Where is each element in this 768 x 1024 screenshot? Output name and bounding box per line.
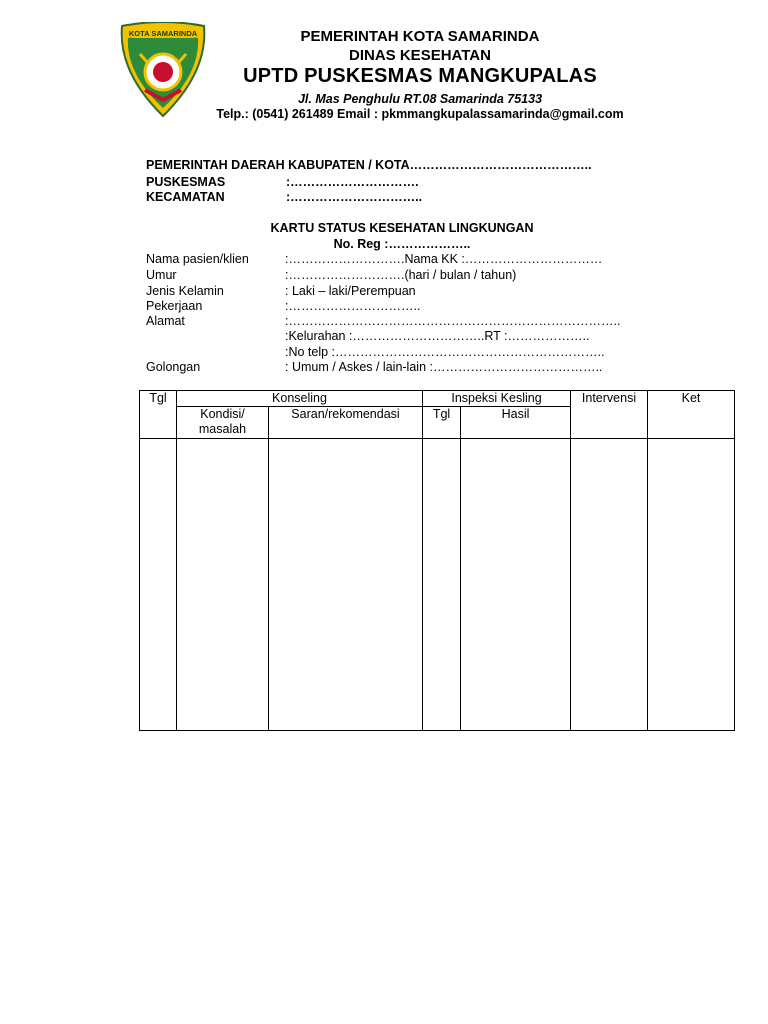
field-jenis-kelamin	[146, 284, 416, 298]
header-uptd: UPTD PUSKESMAS MANGKUPALAS	[243, 65, 597, 87]
col-saran: Saran/rekomendasi	[269, 407, 423, 439]
field-label: Golongan	[146, 360, 201, 374]
field-label: Alamat	[146, 314, 185, 328]
col-kondisi: Kondisi/ masalah	[177, 407, 269, 439]
field-value: :……………………….Nama KK :……………………………	[285, 252, 603, 266]
form-reg: No. Reg :………………..	[333, 237, 471, 251]
field-label: Nama pasien/klien	[146, 252, 249, 266]
status-table	[139, 390, 735, 731]
col-ket: Ket	[648, 391, 735, 439]
cell-saran[interactable]	[269, 439, 423, 731]
field-alamat	[146, 314, 620, 328]
field-value: :…………………………..	[285, 299, 421, 313]
field-value: :……………………………………………………………………..	[285, 314, 621, 328]
field-label: Pekerjaan	[146, 299, 203, 313]
cell-kondisi[interactable]	[177, 439, 269, 731]
header-address: Jl. Mas Penghulu RT.08 Samarinda 75133	[297, 92, 543, 106]
form-title: KARTU STATUS KESEHATAN LINGKUNGAN	[270, 221, 534, 235]
field-label: Umur	[146, 268, 177, 282]
table-row	[140, 439, 735, 731]
field-label: Jenis Kelamin	[146, 284, 224, 298]
header-gov: PEMERINTAH KOTA SAMARINDA	[300, 28, 540, 45]
col-hasil: Hasil	[461, 407, 571, 439]
field-golongan	[146, 360, 602, 374]
region-puskesmas	[146, 175, 419, 189]
field-value: : Umum / Askes / lain-lain :…………………………………..	[285, 360, 603, 374]
field-value: :Kelurahan :…………………………..RT :………………..	[285, 329, 590, 343]
header-dept: DINAS KESEHATAN	[349, 47, 491, 64]
field-value: :……………………….(hari / bulan / tahun)	[285, 268, 517, 282]
col-konseling: Konseling	[177, 391, 423, 407]
field-telp	[146, 345, 604, 359]
puskesmas-value: :………………………….	[286, 175, 419, 189]
field-pekerjaan	[146, 299, 420, 313]
logo-text: KOTA SAMARINDA	[128, 29, 198, 38]
region-government: PEMERINTAH DAERAH KABUPATEN / KOTA……………………………………..	[146, 158, 592, 172]
col-inspeksi: Inspeksi Kesling	[423, 391, 571, 407]
field-umur	[146, 268, 516, 282]
region-kecamatan	[146, 190, 422, 204]
col-tgl: Tgl	[140, 391, 177, 439]
field-kelurahan	[146, 329, 589, 343]
header-contact: Telp.: (0541) 261489 Email : pkmmangkupalassamarinda@gmail.com	[216, 107, 624, 121]
kecamatan-value: :…………………………..	[286, 190, 423, 204]
col-intervensi: Intervensi	[571, 391, 648, 439]
cell-tgl[interactable]	[140, 439, 177, 731]
cell-hasil[interactable]	[461, 439, 571, 731]
field-nama	[146, 252, 602, 266]
cell-ket[interactable]	[648, 439, 735, 731]
puskesmas-label: PUSKESMAS	[146, 175, 226, 189]
col-tgl-inspeksi: Tgl	[423, 407, 461, 439]
cell-tgl-inspeksi[interactable]	[423, 439, 461, 731]
cell-intervensi[interactable]	[571, 439, 648, 731]
kecamatan-label: KECAMATAN	[146, 190, 225, 204]
field-value: :No telp :………………………………………………………..	[285, 345, 605, 359]
field-value: : Laki – laki/Perempuan	[285, 284, 416, 298]
